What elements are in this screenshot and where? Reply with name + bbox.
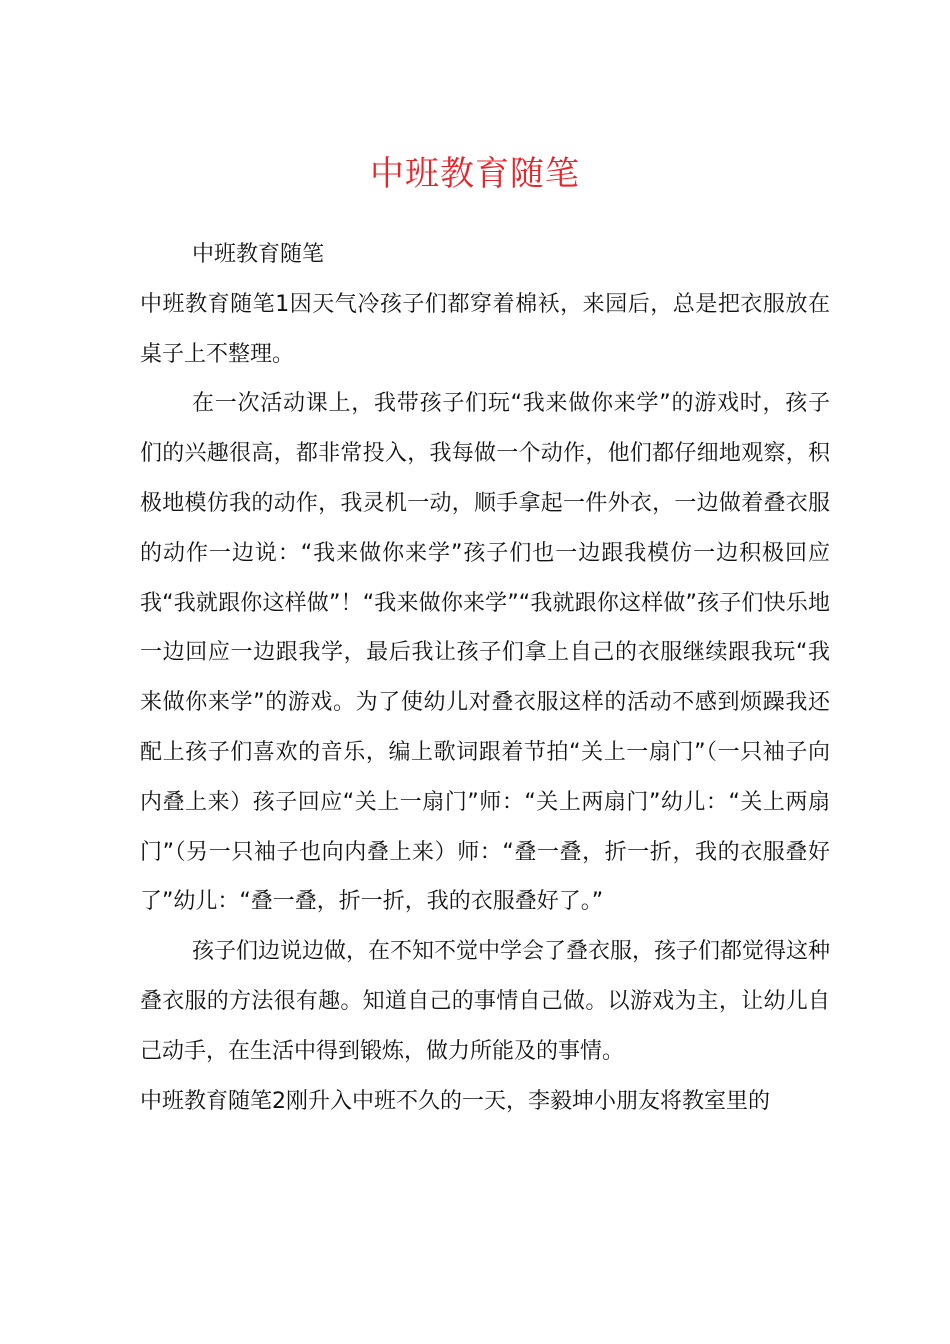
paragraph-subtitle: 中班教育随笔 (192, 242, 325, 267)
paragraph-essay-1-intro: 中班教育随笔1因天气冷孩子们都穿着棉袄，来园后，总是把衣服放在桌子上不整理。 (140, 291, 830, 367)
document-body (140, 230, 830, 1126)
paragraph-essay-2-intro: 中班教育随笔2刚升入中班不久的一天，李毅坤小朋友将教室里的 (140, 1088, 770, 1114)
paragraph-activity: 在一次活动课上，我带孩子们玩“我来做你来学”的游戏时，孩子们的兴趣很高，都非常投入，我每做一个动作，他们都仔细地观察，积极地模仿我的动作，我灵机一动，顺手拿起一件外衣，一边做着叠衣服的动作一边说：“我来做你来学”孩子们也一边跟我模仿一边积极回应我“我就跟你这样做”！“我来做你来学”“我就跟你这样做”孩子们快乐地一边回应一边跟我学，最后我让孩子们拿上自己的衣服继续跟我玩“我来做你来学”的游戏。为了使幼儿对叠衣服这样的活动不感到烦躁我还配上孩子们喜欢的音乐，编上歌词跟着节拍“关上一扇门”（一只袖子向内叠上来）孩子回应“关上一扇门”师：“关上两扇门”幼儿：“关上两扇门”（另一只袖子也向内叠上来）师：“叠一叠，折一折，我的衣服叠好了”幼儿：“叠一叠，折一折，我的衣服叠好了。” (140, 391, 830, 915)
document-title: 中班教育随笔 (370, 154, 580, 194)
paragraph-conclusion: 孩子们边说边做，在不知不觉中学会了叠衣服，孩子们都觉得这种叠衣服的方法很有趣。知道自己的事情自己做。以游戏为主，让幼儿自己动手，在生活中得到锻炼，做力所能及的事情。 (140, 939, 831, 1064)
